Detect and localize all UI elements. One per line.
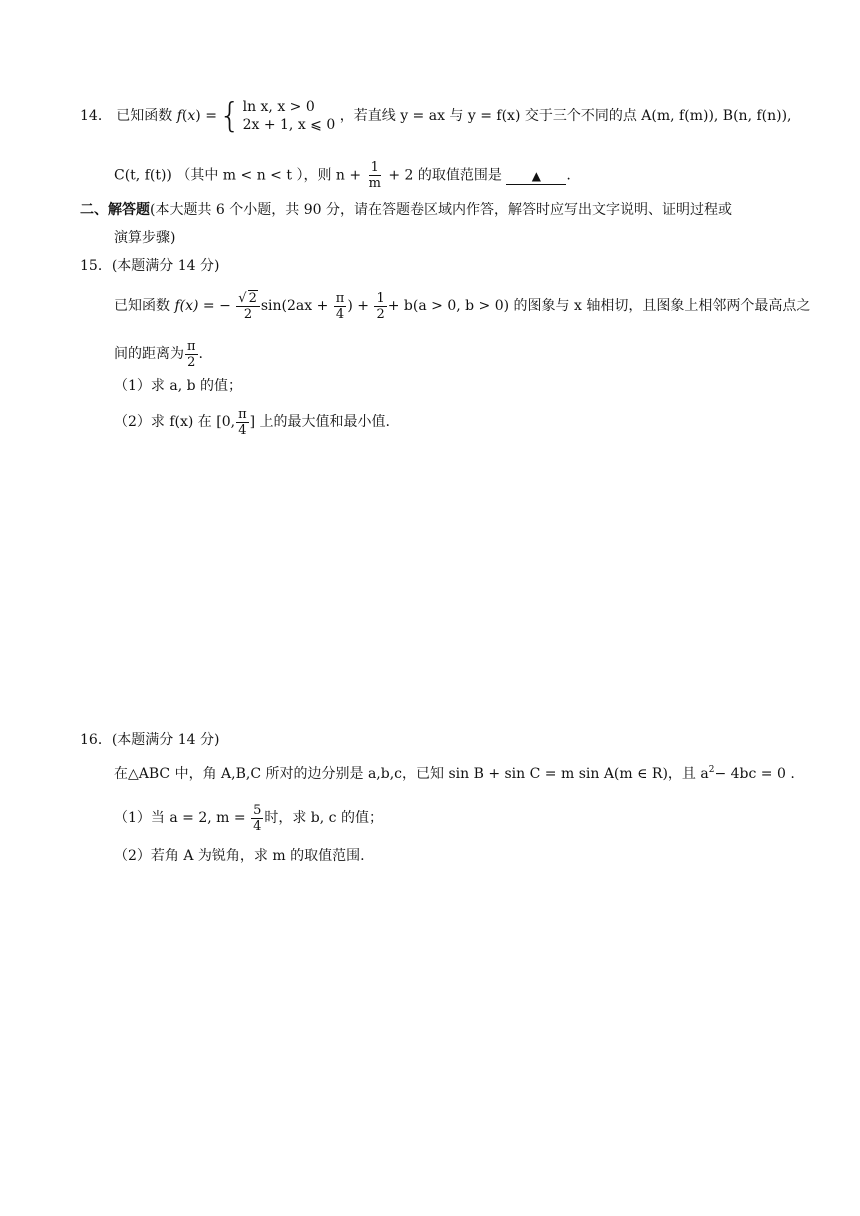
question-16-part2 xyxy=(114,846,365,866)
section-description: (本大题共 6 个小题，共 90 分，请在答题卷区域内作答，解答时应写出文字说明、证明过程或 xyxy=(150,202,732,218)
brace: { xyxy=(218,96,241,136)
expr: n + xyxy=(335,167,362,184)
text: 间的距离为 xyxy=(114,346,184,362)
part-2: （2）若角 A 为锐角，求 m 的取值范围. xyxy=(114,848,365,864)
part-2-end: ] 上的最大值和最小值. xyxy=(249,414,390,430)
numerator: 1 xyxy=(370,160,379,175)
fraction xyxy=(367,160,383,191)
section-2-line1 xyxy=(80,200,732,220)
fraction-pi-over-4 xyxy=(334,291,347,322)
part-2-start: （2）求 f(x) 在 [0, xyxy=(114,414,236,430)
denominator: 4 xyxy=(335,306,345,322)
case-2: 2x + 1, x ⩽ 0 xyxy=(242,117,336,133)
sine-expr: sin(2ax + xyxy=(260,298,329,314)
part-1-start: （1）当 a = 2, m = xyxy=(114,810,246,826)
question-16-line1 xyxy=(114,764,795,784)
denominator: 2 xyxy=(187,354,196,370)
point-c: C(t, f(t)) xyxy=(114,167,172,184)
question-14-line1: 14． 已知函数 f(x) ={ ln x, x > 0 2x + 1, x ⩽ 0 ，若直线 y = ax 与 y = f(x) 交于三个不同的点 A(m, f(m)), B(n, f(n)), xyxy=(80,96,792,136)
fraction-pi-over-4 xyxy=(236,407,249,438)
numerator: π xyxy=(238,406,247,422)
section-description-cont: 演算步骤) xyxy=(114,230,176,246)
text: （其中 m < n < t ），则 xyxy=(176,167,332,184)
question-15-part1 xyxy=(114,376,242,396)
question-header: 15．(本题满分 14 分) xyxy=(80,258,220,274)
denominator: m xyxy=(368,176,381,191)
period: . xyxy=(566,167,571,184)
superscript: 2 xyxy=(708,765,715,775)
condition-text: + b(a > 0, b > 0) 的图象与 x 轴相切，且图象上相邻两个最高点之 xyxy=(387,298,811,314)
text: ，若直线 xyxy=(339,108,396,124)
question-number: 14． xyxy=(80,108,112,124)
question-16-part1 xyxy=(114,800,383,836)
function-lhs: f(x) = − xyxy=(174,298,231,314)
problem-text-end: − 4bc = 0 . xyxy=(714,766,795,782)
numerator: √ 2 xyxy=(236,290,260,307)
fraction-one-half xyxy=(374,291,386,322)
denominator: 4 xyxy=(253,818,262,834)
numerator: π xyxy=(187,338,196,354)
part-1-end: 时，求 b, c 的值； xyxy=(264,810,383,826)
condition-text: y = ax 与 y = f(x) 交于三个不同的点 A(m, f(m)), B(n, f(n)), xyxy=(400,108,792,124)
expr: ) + xyxy=(347,298,369,314)
answer-blank xyxy=(506,168,566,185)
section-title: 二、解答题 xyxy=(80,202,150,218)
part-1: （1）求 a, b 的值； xyxy=(114,378,243,394)
section-2-line2 xyxy=(114,228,175,248)
text: 已知函数 xyxy=(114,298,170,314)
question-15-part2 xyxy=(114,404,390,440)
question-15-header xyxy=(80,256,219,276)
triangle-icon: ▲ xyxy=(531,168,541,183)
text: 已知函数 xyxy=(116,108,173,124)
denominator: 2 xyxy=(376,306,385,322)
question-16-header xyxy=(80,730,219,750)
case-1: ln x, x > 0 xyxy=(242,99,315,115)
denominator: 2 xyxy=(243,307,253,322)
expr: + 2 的取值范围是 xyxy=(388,167,502,184)
question-14-line2 xyxy=(114,160,571,191)
question-15-line2 xyxy=(114,336,203,372)
fraction-sqrt2-over-2 xyxy=(236,290,260,322)
fraction-pi-over-2 xyxy=(185,339,198,370)
piecewise-cases xyxy=(243,98,336,134)
numerator: 5 xyxy=(253,802,262,818)
fraction-five-fourths xyxy=(251,803,263,834)
numerator: π xyxy=(335,290,345,306)
numerator: 1 xyxy=(376,290,385,306)
problem-text: 在△ABC 中，角 A,B,C 所对的边分别是 a,b,c，已知 sin B + sin C = m sin A(m ∈ R)，且 a xyxy=(114,766,709,782)
denominator: 4 xyxy=(238,422,247,438)
question-15-line1 xyxy=(114,288,810,324)
radicand: 2 xyxy=(248,291,257,306)
period: . xyxy=(198,346,203,362)
question-header: 16．(本题满分 14 分) xyxy=(80,732,220,748)
